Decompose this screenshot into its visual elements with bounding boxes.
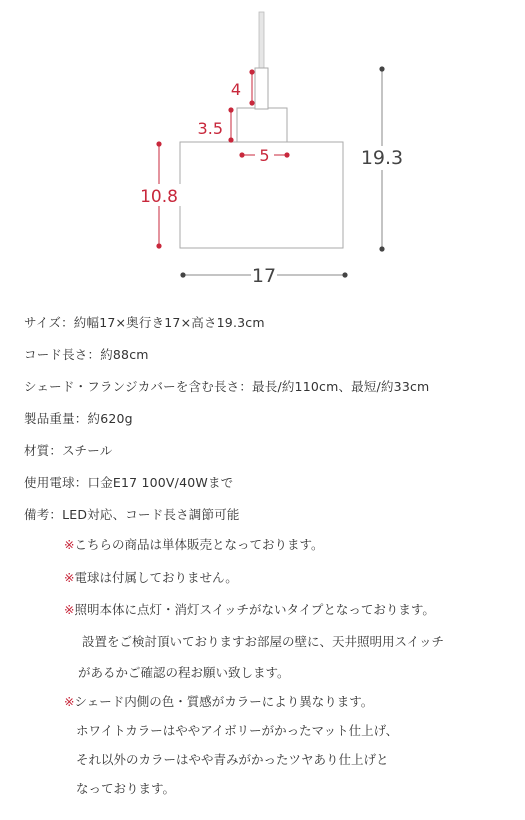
spec-list (24, 315, 514, 539)
dim-width (180, 263, 347, 287)
note-mark: ※ (64, 602, 75, 617)
cord (259, 12, 264, 72)
spec-cord-length: コード長さ：約88cm (24, 347, 149, 362)
note-text: 照明本体に点灯・消灯スイッチがないタイプとなっております。 (74, 602, 435, 617)
dim-neck-label: 3.5 (197, 119, 223, 138)
note-single-sale (64, 537, 324, 553)
note-no-switch (64, 602, 435, 618)
note-no-switch-line2: 設置をご検討頂いておりますお部屋の壁に、天井照明用スイッチ (82, 634, 445, 649)
note-mark: ※ (64, 694, 75, 709)
note-mark: ※ (64, 537, 75, 552)
note-shade-color (64, 694, 373, 710)
lamp-dimension-diagram (0, 0, 525, 300)
note-text: こちらの商品は単体販売となっております。 (74, 537, 324, 552)
dim-neck-width-label: 5 (259, 146, 270, 165)
dim-neck (198, 107, 234, 142)
lamp-neck (237, 108, 287, 142)
dim-width-label: 17 (251, 265, 277, 287)
note-text: 電球は付属しておりません。 (74, 570, 238, 585)
spec-weight: 製品重量：約620g (24, 411, 133, 426)
note-shade-color-line3: それ以外のカラーはやや青みがかったツヤあり仕上げと (76, 752, 389, 767)
dim-shade-height (138, 141, 182, 248)
dim-shade-height-label: 10.8 (140, 187, 178, 207)
spec-total-length: シェード・フランジカバーを含む長さ：最長/約110cm、最短/約33cm (24, 379, 430, 394)
note-mark: ※ (64, 570, 75, 585)
spec-size: サイズ：約幅17×奥行き17×高さ19.3cm (24, 315, 265, 330)
dim-total-height-label: 19.3 (360, 147, 404, 169)
spec-remarks: 備考：LED対応、コード長さ調節可能 (24, 507, 240, 522)
note-shade-color-line4: なっております。 (76, 781, 176, 796)
spec-material: 材質：スチール (24, 443, 113, 458)
dim-total-height (358, 66, 406, 251)
spec-bulb: 使用電球：口金E17 100V/40Wまで (24, 475, 234, 490)
dim-cord-top-label: 4 (230, 80, 241, 99)
lamp-cap (255, 68, 268, 109)
note-shade-color-line2: ホワイトカラーはややアイボリーがかったマット仕上げ、 (76, 723, 399, 738)
dim-cord-top (231, 69, 255, 105)
note-bulb-not-included (64, 570, 238, 586)
note-no-switch-line3: があるかご確認の程お願い致します。 (78, 665, 290, 680)
note-text: シェード内側の色・質感がカラーにより異なります。 (74, 694, 374, 709)
